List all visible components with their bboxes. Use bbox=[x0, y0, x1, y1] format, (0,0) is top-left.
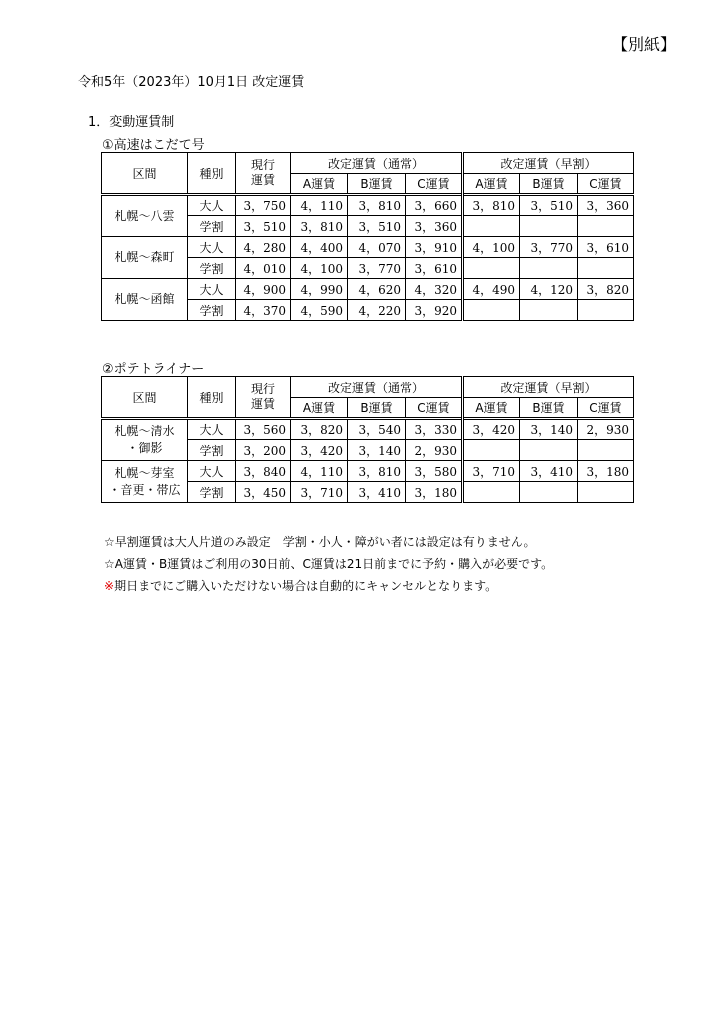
header-normal-b: B運賃 bbox=[348, 398, 406, 419]
early-b-fare: 3，770 bbox=[520, 237, 578, 258]
fare-kind: 大人 bbox=[188, 195, 236, 216]
normal-c-fare: 4，320 bbox=[406, 279, 463, 300]
empty-cell bbox=[463, 258, 520, 279]
document-title: 令和5年（2023年）10月1日 改定運賃 bbox=[78, 75, 305, 90]
normal-b-fare: 4，620 bbox=[348, 279, 406, 300]
note-early-discount: ☆早割運賃は大人片道のみ設定 学割・小人・障がい者には設定は有りません。 bbox=[104, 535, 536, 549]
route-name-line2: ・御影 bbox=[126, 441, 163, 455]
empty-cell bbox=[520, 482, 578, 503]
header-current-fare bbox=[236, 153, 291, 195]
current-fare: 3，200 bbox=[236, 440, 291, 461]
note-auto-cancel bbox=[104, 575, 553, 597]
route-name: 札幌～八雲 bbox=[102, 195, 188, 237]
early-b-fare: 3，410 bbox=[520, 461, 578, 482]
normal-b-fare: 4，220 bbox=[348, 300, 406, 321]
current-fare: 4，900 bbox=[236, 279, 291, 300]
empty-cell bbox=[578, 258, 634, 279]
header-early: 改定運賃（早割） bbox=[463, 153, 634, 174]
empty-cell bbox=[463, 482, 520, 503]
current-fare: 4，280 bbox=[236, 237, 291, 258]
early-a-fare: 3，420 bbox=[463, 419, 520, 440]
fare-kind: 学割 bbox=[188, 300, 236, 321]
note-auto-cancel-text: 期日までにご購入いただけない場合は自動的にキャンセルとなります。 bbox=[114, 579, 498, 593]
empty-cell bbox=[520, 216, 578, 237]
header-normal: 改定運賃（通常） bbox=[291, 377, 463, 398]
header-kukan: 区間 bbox=[102, 377, 188, 419]
table-row bbox=[102, 279, 634, 300]
header-kukan: 区間 bbox=[102, 153, 188, 195]
empty-cell bbox=[520, 440, 578, 461]
header-current-line2: 運賃 bbox=[250, 397, 275, 411]
normal-b-fare: 3，770 bbox=[348, 258, 406, 279]
fare-kind: 学割 bbox=[188, 216, 236, 237]
route-name: 札幌～函館 bbox=[102, 279, 188, 321]
route-name: 札幌～森町 bbox=[102, 237, 188, 279]
current-fare: 3，510 bbox=[236, 216, 291, 237]
normal-c-fare: 3，910 bbox=[406, 237, 463, 258]
table1-title: ①高速はこだて号 bbox=[102, 138, 205, 153]
fare-kind: 学割 bbox=[188, 258, 236, 279]
early-c-fare: 2，930 bbox=[578, 419, 634, 440]
empty-cell bbox=[520, 258, 578, 279]
early-c-fare: 3，360 bbox=[578, 195, 634, 216]
header-normal-a: A運賃 bbox=[291, 174, 348, 195]
normal-a-fare: 3，710 bbox=[291, 482, 348, 503]
early-a-fare: 3，710 bbox=[463, 461, 520, 482]
normal-b-fare: 3，810 bbox=[348, 195, 406, 216]
header-early-b: B運賃 bbox=[520, 398, 578, 419]
normal-c-fare: 3，580 bbox=[406, 461, 463, 482]
current-fare: 3，750 bbox=[236, 195, 291, 216]
fare-kind: 学割 bbox=[188, 440, 236, 461]
header-normal-b: B運賃 bbox=[348, 174, 406, 195]
normal-c-fare: 3，660 bbox=[406, 195, 463, 216]
header-early-c: C運賃 bbox=[578, 174, 634, 195]
empty-cell bbox=[578, 482, 634, 503]
normal-c-fare: 3，180 bbox=[406, 482, 463, 503]
early-c-fare: 3，180 bbox=[578, 461, 634, 482]
normal-c-fare: 3，360 bbox=[406, 216, 463, 237]
early-c-fare: 3，820 bbox=[578, 279, 634, 300]
table2-title: ②ポテトライナー bbox=[102, 362, 205, 377]
header-early: 改定運賃（早割） bbox=[463, 377, 634, 398]
early-a-fare: 4，100 bbox=[463, 237, 520, 258]
table-row bbox=[102, 237, 634, 258]
header-early-c: C運賃 bbox=[578, 398, 634, 419]
normal-c-fare: 3，330 bbox=[406, 419, 463, 440]
fare-kind: 大人 bbox=[188, 279, 236, 300]
empty-cell bbox=[578, 440, 634, 461]
notes-block bbox=[104, 531, 553, 597]
empty-cell bbox=[578, 216, 634, 237]
header-early-a: A運賃 bbox=[463, 398, 520, 419]
empty-cell bbox=[578, 300, 634, 321]
normal-b-fare: 4，070 bbox=[348, 237, 406, 258]
header-normal: 改定運賃（通常） bbox=[291, 153, 463, 174]
route-name-line2: ・音更・帯広 bbox=[108, 482, 181, 497]
fare-kind: 大人 bbox=[188, 461, 236, 482]
current-fare: 3，450 bbox=[236, 482, 291, 503]
header-normal-c: C運賃 bbox=[406, 174, 463, 195]
normal-b-fare: 3，410 bbox=[348, 482, 406, 503]
normal-a-fare: 3，820 bbox=[291, 419, 348, 440]
normal-a-fare: 4，590 bbox=[291, 300, 348, 321]
normal-a-fare: 4，110 bbox=[291, 195, 348, 216]
early-a-fare: 3，810 bbox=[463, 195, 520, 216]
normal-c-fare: 3，610 bbox=[406, 258, 463, 279]
normal-a-fare: 3，420 bbox=[291, 440, 348, 461]
table-row bbox=[102, 195, 634, 216]
note-mark: ※ bbox=[104, 579, 115, 593]
header-current-line1: 現行 bbox=[250, 382, 275, 396]
header-normal-a: A運賃 bbox=[291, 398, 348, 419]
empty-cell bbox=[463, 216, 520, 237]
header-shubetsu: 種別 bbox=[188, 377, 236, 419]
normal-a-fare: 4，400 bbox=[291, 237, 348, 258]
header-normal-c: C運賃 bbox=[406, 398, 463, 419]
fare-table-potato-liner bbox=[101, 376, 634, 503]
fare-kind: 大人 bbox=[188, 419, 236, 440]
table-row bbox=[102, 461, 634, 482]
normal-a-fare: 4，110 bbox=[291, 461, 348, 482]
empty-cell bbox=[520, 300, 578, 321]
fare-kind: 学割 bbox=[188, 482, 236, 503]
table-row bbox=[102, 419, 634, 440]
early-b-fare: 4，120 bbox=[520, 279, 578, 300]
current-fare: 4，010 bbox=[236, 258, 291, 279]
empty-cell bbox=[463, 300, 520, 321]
early-a-fare: 4，490 bbox=[463, 279, 520, 300]
header-early-b: B運賃 bbox=[520, 174, 578, 195]
header-current-line2: 運賃 bbox=[250, 173, 275, 187]
header-shubetsu: 種別 bbox=[188, 153, 236, 195]
normal-a-fare: 4，990 bbox=[291, 279, 348, 300]
appendix-tag: 【別紙】 bbox=[612, 35, 677, 54]
current-fare: 3，840 bbox=[236, 461, 291, 482]
header-early-a: A運賃 bbox=[463, 174, 520, 195]
fare-table-hakodate bbox=[101, 152, 634, 321]
route-name bbox=[102, 461, 188, 503]
normal-b-fare: 3，510 bbox=[348, 216, 406, 237]
header-current-fare bbox=[236, 377, 291, 419]
route-name-line1: 札幌～清水 bbox=[114, 424, 175, 438]
normal-c-fare: 2，930 bbox=[406, 440, 463, 461]
empty-cell bbox=[463, 440, 520, 461]
early-b-fare: 3，510 bbox=[520, 195, 578, 216]
current-fare: 4，370 bbox=[236, 300, 291, 321]
normal-a-fare: 4，100 bbox=[291, 258, 348, 279]
normal-a-fare: 3，810 bbox=[291, 216, 348, 237]
note-reservation-deadline: ☆A運賃・B運賃はご利用の30日前、C運賃は21日前までに予約・購入が必要です。 bbox=[104, 557, 554, 571]
early-c-fare: 3，610 bbox=[578, 237, 634, 258]
route-name bbox=[102, 419, 188, 461]
current-fare: 3，560 bbox=[236, 419, 291, 440]
normal-b-fare: 3，810 bbox=[348, 461, 406, 482]
early-b-fare: 3，140 bbox=[520, 419, 578, 440]
route-name-line1: 札幌～芽室 bbox=[114, 465, 175, 480]
normal-c-fare: 3，920 bbox=[406, 300, 463, 321]
fare-kind: 大人 bbox=[188, 237, 236, 258]
normal-b-fare: 3，140 bbox=[348, 440, 406, 461]
header-current-line1: 現行 bbox=[250, 158, 275, 172]
section-heading: 1．変動運賃制 bbox=[88, 115, 175, 130]
normal-b-fare: 3，540 bbox=[348, 419, 406, 440]
